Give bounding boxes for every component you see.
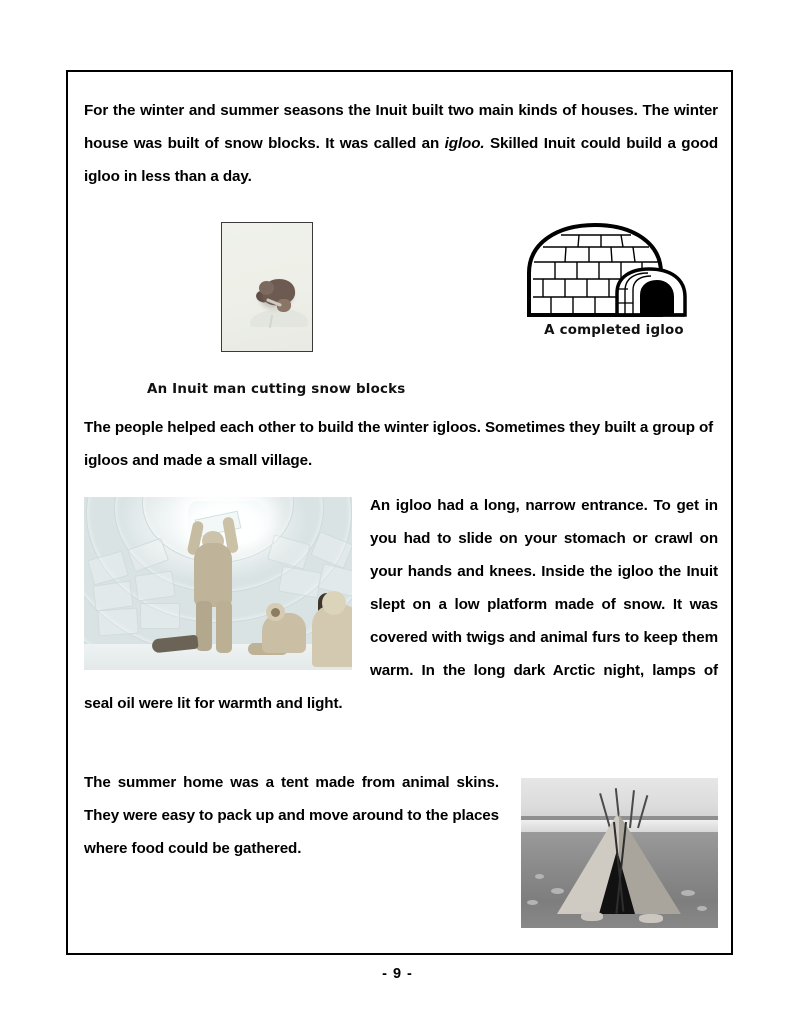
snow-block (97, 608, 139, 637)
standing-man-left-leg (196, 601, 212, 651)
ground-stone (527, 900, 538, 905)
figure-completed-igloo (521, 219, 721, 338)
paragraph-winter-summer-houses (84, 94, 718, 193)
snow-block (134, 570, 175, 601)
man-hood (259, 281, 274, 295)
paragraph-summer-home: The summer home was a tent made from animal skins. They were easy to pack up and move around to the places where food could be gathered. (84, 774, 499, 857)
paragraph-1-part-1: For the winter and summer seasons the Inuit built two main kinds of houses. The winter house was built of snow blocks. It was called an (84, 102, 718, 152)
photo-igloo-interior (84, 497, 352, 670)
paragraph-igloo-entrance: An igloo had a long, narrow entrance. To get in you had to slide on your stomach or crawl on your hands and knees. Inside the igloo the Inuit slept on a low platform made of snow. It was covered with twigs and animal furs to keep them warm. In the long dark Arctic night, lamps of seal oil were lit for warmth and light. (84, 497, 718, 712)
photo-inuit-man-cutting-snow-blocks (221, 222, 313, 352)
photo-summer-skin-tent (521, 778, 718, 928)
ground-stone (681, 890, 695, 896)
paragraph-1-part-2: Skilled Inuit could build a good igloo in less than a day. (84, 135, 718, 185)
ground-stone (697, 906, 707, 911)
standing-man-right-leg (216, 601, 232, 653)
snow-block (92, 580, 133, 611)
anchor-rock (581, 912, 603, 921)
anchor-rock (639, 914, 663, 923)
ground-stone (535, 874, 544, 879)
paragraph-1-italic-igloo: igloo. (444, 135, 485, 152)
caption-snow-blocks: An Inuit man cutting snow blocks (147, 382, 406, 397)
igloo-line-drawing (521, 219, 707, 319)
standing-man-torso (194, 543, 232, 607)
seated-person-face (271, 608, 280, 617)
caption-completed-igloo: A completed igloo (544, 323, 684, 338)
section-summer-tent (84, 766, 718, 928)
section-igloo-interior (84, 489, 718, 720)
page-content-area (84, 94, 719, 939)
figure-snow-blocks (147, 222, 406, 397)
paragraph-people-helped: The people helped each other to build the winter igloos. Sometimes they built a group of igloos and made a small village. (84, 419, 714, 469)
page-number: - 9 - (382, 966, 413, 982)
page-border-frame (66, 70, 733, 955)
right-person-head (322, 591, 346, 615)
snow-block (140, 603, 180, 629)
